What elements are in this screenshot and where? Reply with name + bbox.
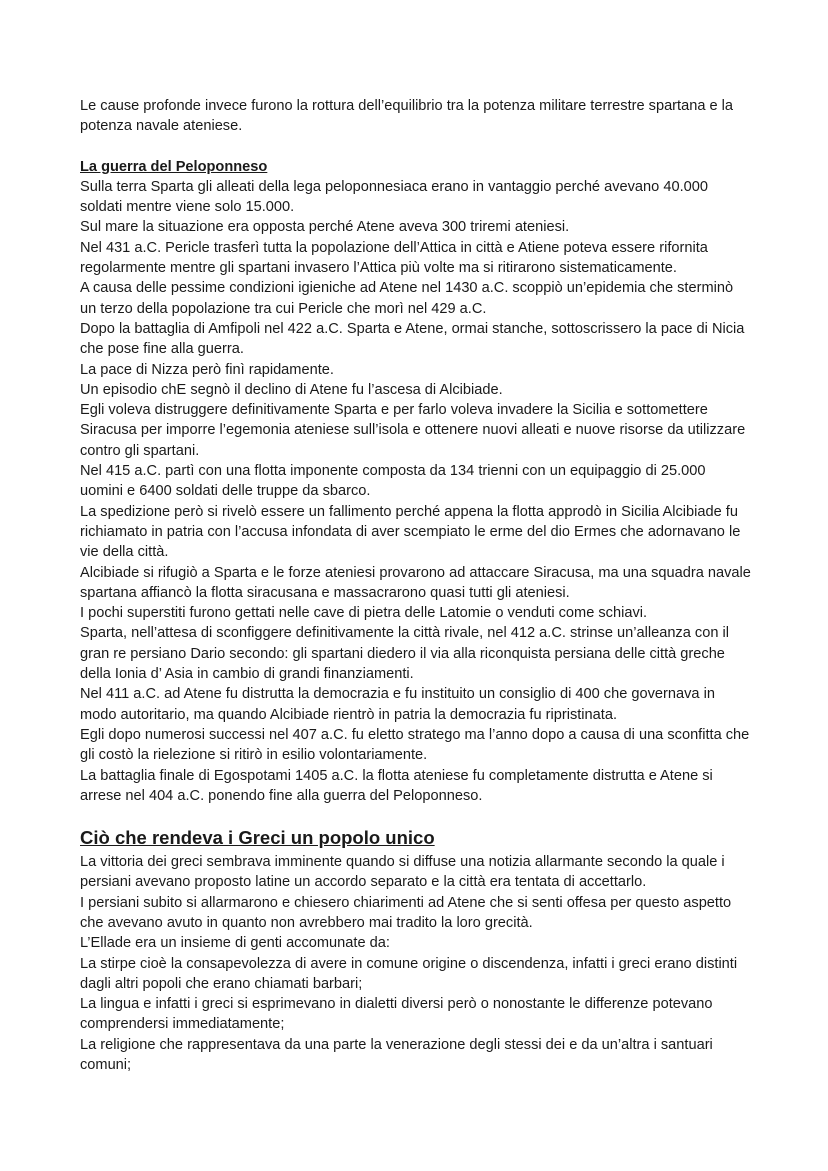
- paragraph: Nel 431 a.C. Pericle trasferì tutta la popolazione dell’Attica in città e Atiene poteva essere rifornita regolarmente mentre gli spartani invasero l’Attica più volte ma si ritirarono sistematicamente.: [80, 239, 708, 277]
- paragraph: I pochi superstiti furono gettati nelle cave di pietra delle Latomie o venduti come schiavi.: [80, 605, 648, 622]
- section-heading: Ciò che rendeva i Greci un popolo unico: [80, 827, 435, 849]
- paragraph: La vittoria dei greci sembrava imminente quando si diffuse una notizia allarmante secondo la quale i persiani avevano proposto latine un accordo separato e la città era tentata di accettarlo.: [80, 854, 725, 891]
- paragraph: Egli voleva distruggere definitivamente Sparta e per farlo voleva invadere la Sicilia e sottomettere Siracusa per imporre l’egemonia ateniese sull’isola e ottenere nuovi alleati e nuove risorse da utilizzare contro gli spartani.: [80, 402, 746, 459]
- paragraph: Dopo la battaglia di Amfipoli nel 422 a.C. Sparta e Atene, ormai stanche, sottoscrissero la pace di Nicia che pose fine alla guerra.: [80, 320, 745, 358]
- paragraph: La pace di Nizza però finì rapidamente.: [80, 361, 334, 378]
- paragraph: Alcibiade si rifugiò a Sparta e le forze ateniesi provarono ad attaccare Siracusa, ma una squadra navale spartana affiancò la flotta siracusana e massacrarono quasi tutti gli ateniesi.: [80, 564, 751, 601]
- intro-section: [80, 96, 752, 137]
- paragraph: A causa delle pessime condizioni igieniche ad Atene nel 1430 a.C. scoppiò un’epidemia che sterminò un terzo della popolazione tra cui Pericle che morì nel 429 a.C.: [80, 280, 734, 317]
- paragraph: La spedizione però si rivelò essere un fallimento perché appena la flotta approdò in Sicilia Alcibiade fu richiamato in patria con l’accusa infondata di aver scempiato le erme del dio Ermes che adornavano le vie della città.: [80, 503, 741, 561]
- paragraph: I persiani subito si allarmarono e chiesero chiarimenti ad Atene che si senti offesa per questo aspetto che avevano avuto in quanto non avrebbero mai tradito la loro grecità.: [80, 894, 732, 931]
- paragraph: Egli dopo numerosi successi nel 407 a.C. fu eletto stratego ma l’anno dopo a causa di una sconfitta che gli costò la rielezione si ritirò in esilio volontariamente.: [80, 726, 750, 764]
- paragraph: Nel 415 a.C. partì con una flotta imponente composta da 134 trienni con un equipaggio di 25.000 uomini e 6400 soldati delle truppe da sbarco.: [80, 463, 706, 500]
- paragraph: Un episodio chE segnò il declino di Atene fu l’ascesa di Alcibiade.: [80, 381, 503, 398]
- section-title: La guerra del Peloponneso: [80, 158, 268, 175]
- section-peloponnesian-war: [80, 157, 752, 807]
- paragraph: La religione che rappresentava da una parte la venerazione degli stessi dei e da un’altra i santuari comuni;: [80, 1036, 713, 1074]
- paragraph: Sulla terra Sparta gli alleati della lega peloponnesiaca erano in vantaggio perché avevano 40.000 soldati mentre viene solo 15.000.: [80, 178, 708, 216]
- paragraph: La stirpe cioè la consapevolezza di avere in comune origine o discendenza, infatti i greci erano distinti dagli altri popoli che erano chiamati barbari;: [80, 955, 738, 992]
- paragraph: Sparta, nell’attesa di sconfiggere definitivamente la città rivale, nel 412 a.C. strinse un’alleanza con il gran re persiano Dario secondo: gli spartani diedero il via alla riconquista persiana delle città greche della Ionia d’ Asia in cambio di grandi finanziamenti.: [80, 625, 729, 683]
- paragraph: Le cause profonde invece furono la rottura dell’equilibrio tra la potenza militare terrestre spartana e la potenza navale ateniese.: [80, 98, 734, 135]
- paragraph: La lingua e infatti i greci si esprimevano in dialetti diversi però o nonostante le differenze potevano comprendersi immediatamente;: [80, 996, 713, 1033]
- document-page: [80, 96, 752, 1075]
- paragraph: Nel 411 a.C. ad Atene fu distrutta la democrazia e fu instituito un consiglio di 400 che governava in modo autoritario, ma quando Alcibiade rientrò in patria la democrazia fu ripristinata.: [80, 686, 715, 723]
- paragraph: Sul mare la situazione era opposta perché Atene aveva 300 triremi ateniesi.: [80, 219, 570, 236]
- paragraph: L’Ellade era un insieme di genti accomunate da:: [80, 935, 390, 952]
- section-greek-unity: [80, 826, 752, 1075]
- paragraph: La battaglia finale di Egospotami 1405 a.C. la flotta ateniese fu completamente distrutta e Atene si arrese nel 404 a.C. ponendo fine alla guerra del Peloponneso.: [80, 767, 713, 804]
